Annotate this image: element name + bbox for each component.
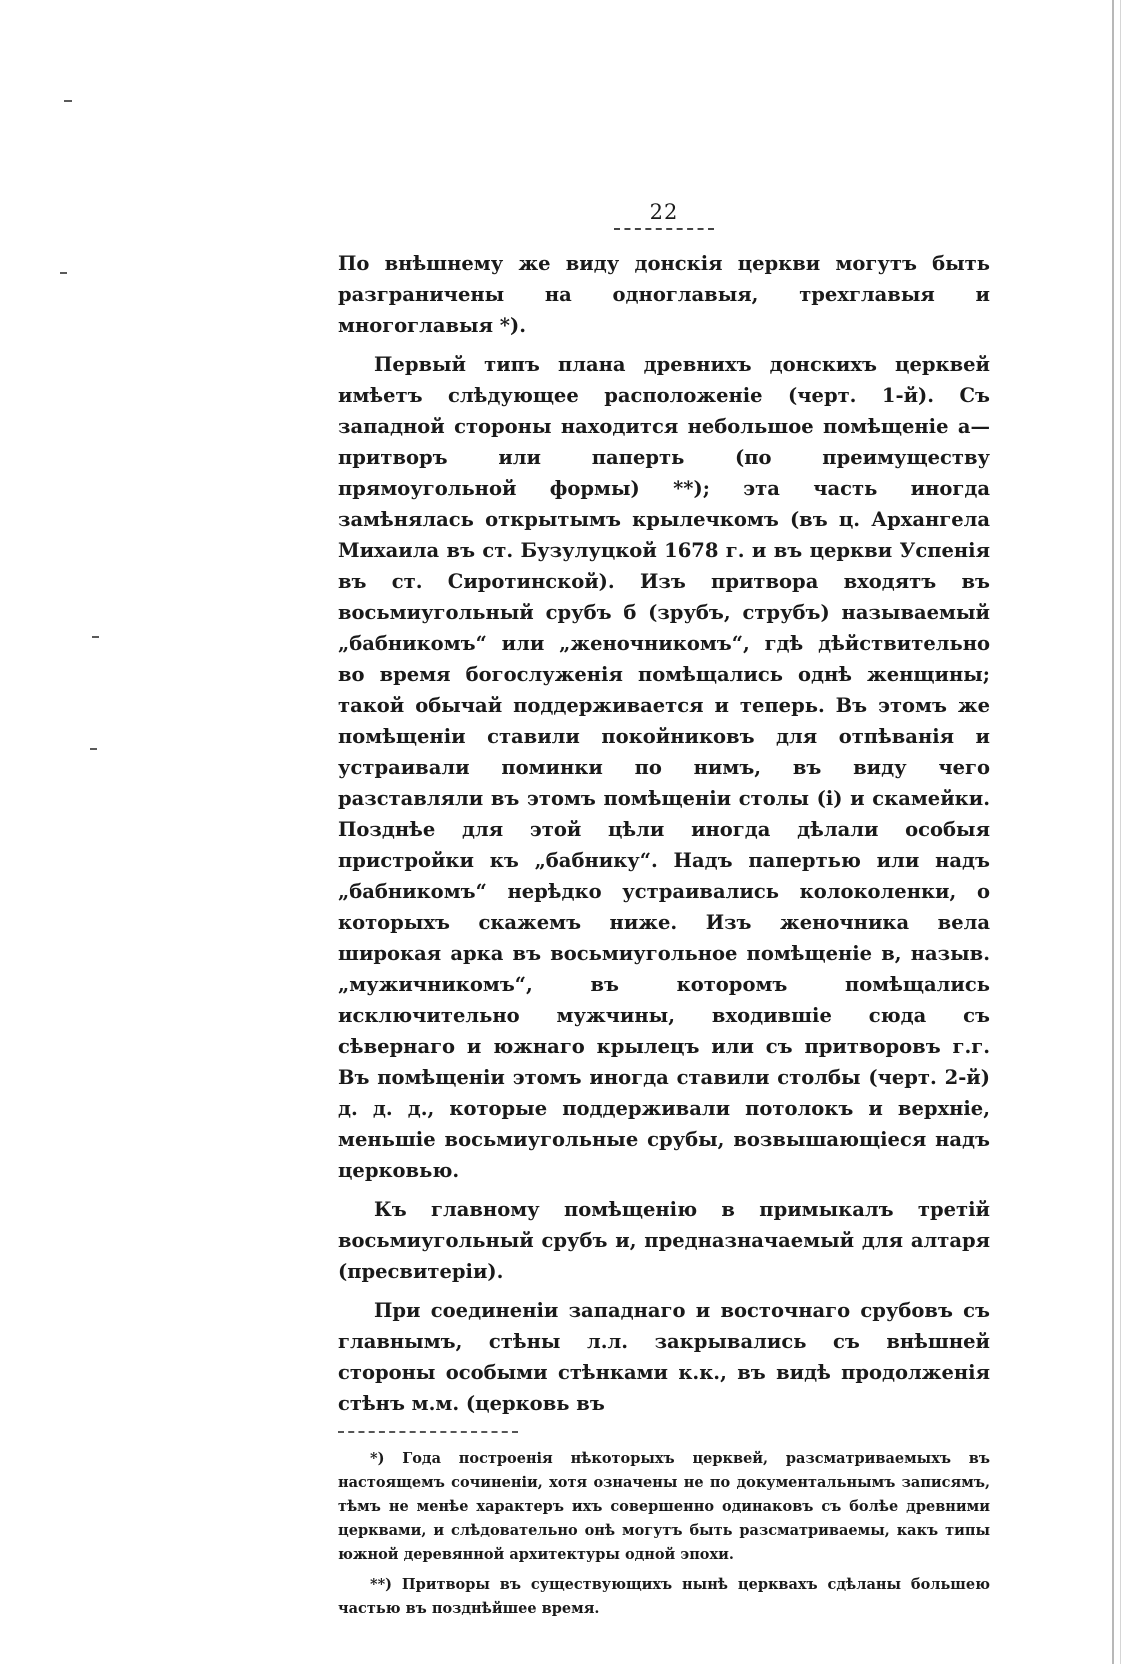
paragraph: Къ главному помѣщенію в примыкалъ третій восьмиугольный срубъ и, предназначаемый для алтаря (пресвитеріи). <box>338 1198 990 1283</box>
book-page <box>338 200 990 1627</box>
scan-speck <box>90 748 97 750</box>
footnotes <box>338 1447 990 1621</box>
scan-speck <box>92 636 99 638</box>
scan-speck <box>60 272 67 274</box>
footnote-rule <box>338 1431 518 1433</box>
paragraph: Первый типъ плана древнихъ донскихъ церквей имѣетъ слѣдующее расположеніе (черт. 1-й). Съ западной стороны находится небольшое помѣщеніе а—притворъ или паперть (по преимуществу прямоугольной формы) **); эта часть иногда замѣнялась открытымъ крылечкомъ (въ ц. Архангела Михаила въ ст. Бузулуцкой 1678 г. и въ церкви Успенія въ ст. Сиротинской). Изъ притвора входятъ въ восьмиугольный срубъ б (зрубъ, струбъ) называемый „бабникомъ“ или „женочникомъ“, гдѣ дѣйствительно во время богослуженія помѣщались однѣ женщины; такой обычай поддерживается и теперь. Въ этомъ же помѣщеніи ставили покойниковъ для отпѣванія и устраивали поминки по нимъ, въ виду чего разставляли въ этомъ помѣщеніи столы (і) и скамейки. Позднѣе для этой цѣли иногда дѣлали особыя пристройки къ „бабнику“. Надъ папертью или надъ „бабникомъ“ нерѣдко устраивались колоколенки, о которыхъ скажемъ ниже. Изъ женочника вела широкая арка въ восьмиугольное помѣщеніе в, назыв. „мужичникомъ“, въ которомъ помѣщались исключительно мужчины, входившіе сюда съ сѣвернаго и южнаго крылецъ или съ притворовъ г.г. Въ помѣщеніи этомъ иногда ставили столбы (черт. 2-й) д. д. д., которые поддерживали потолокъ и верхніе, меньшіе восьмиугольные срубы, возвышающіеся надъ церковью. <box>338 353 990 1182</box>
scan-speck <box>64 100 72 102</box>
footnote: *) Года построенія нѣкоторыхъ церквей, разсматриваемыхъ въ настоящемъ сочиненіи, хотя означены не по документальнымъ записямъ, тѣмъ не менѣе характеръ ихъ совершенно одинаковъ съ болѣе древними церквами, и слѣдовательно онѣ могутъ быть разсматриваемы, какъ типы южной деревянной архитектуры одной эпохи. <box>338 1450 990 1563</box>
page-number: 22 <box>649 200 679 224</box>
page-edge-line <box>1112 0 1114 1664</box>
body-text <box>338 248 990 1419</box>
footnote: **) Притворы въ существующихъ нынѣ церквахъ сдѣланы большею частью въ позднѣйшее время. <box>338 1576 990 1617</box>
paragraph: При соединеніи западнаго и восточнаго срубовъ съ главнымъ, стѣны л.л. закрывались съ внѣшней стороны особыми стѣнками к.к., въ видѣ продолженія стѣнъ м.м. (церковь въ <box>338 1299 990 1415</box>
page-edge-line <box>1120 0 1121 1664</box>
paragraph: По внѣшнему же виду донскія церкви могутъ быть разграничены на одноглавыя, трехглавыя и многоглавыя *). <box>338 252 990 337</box>
page-number-rule <box>614 228 714 230</box>
